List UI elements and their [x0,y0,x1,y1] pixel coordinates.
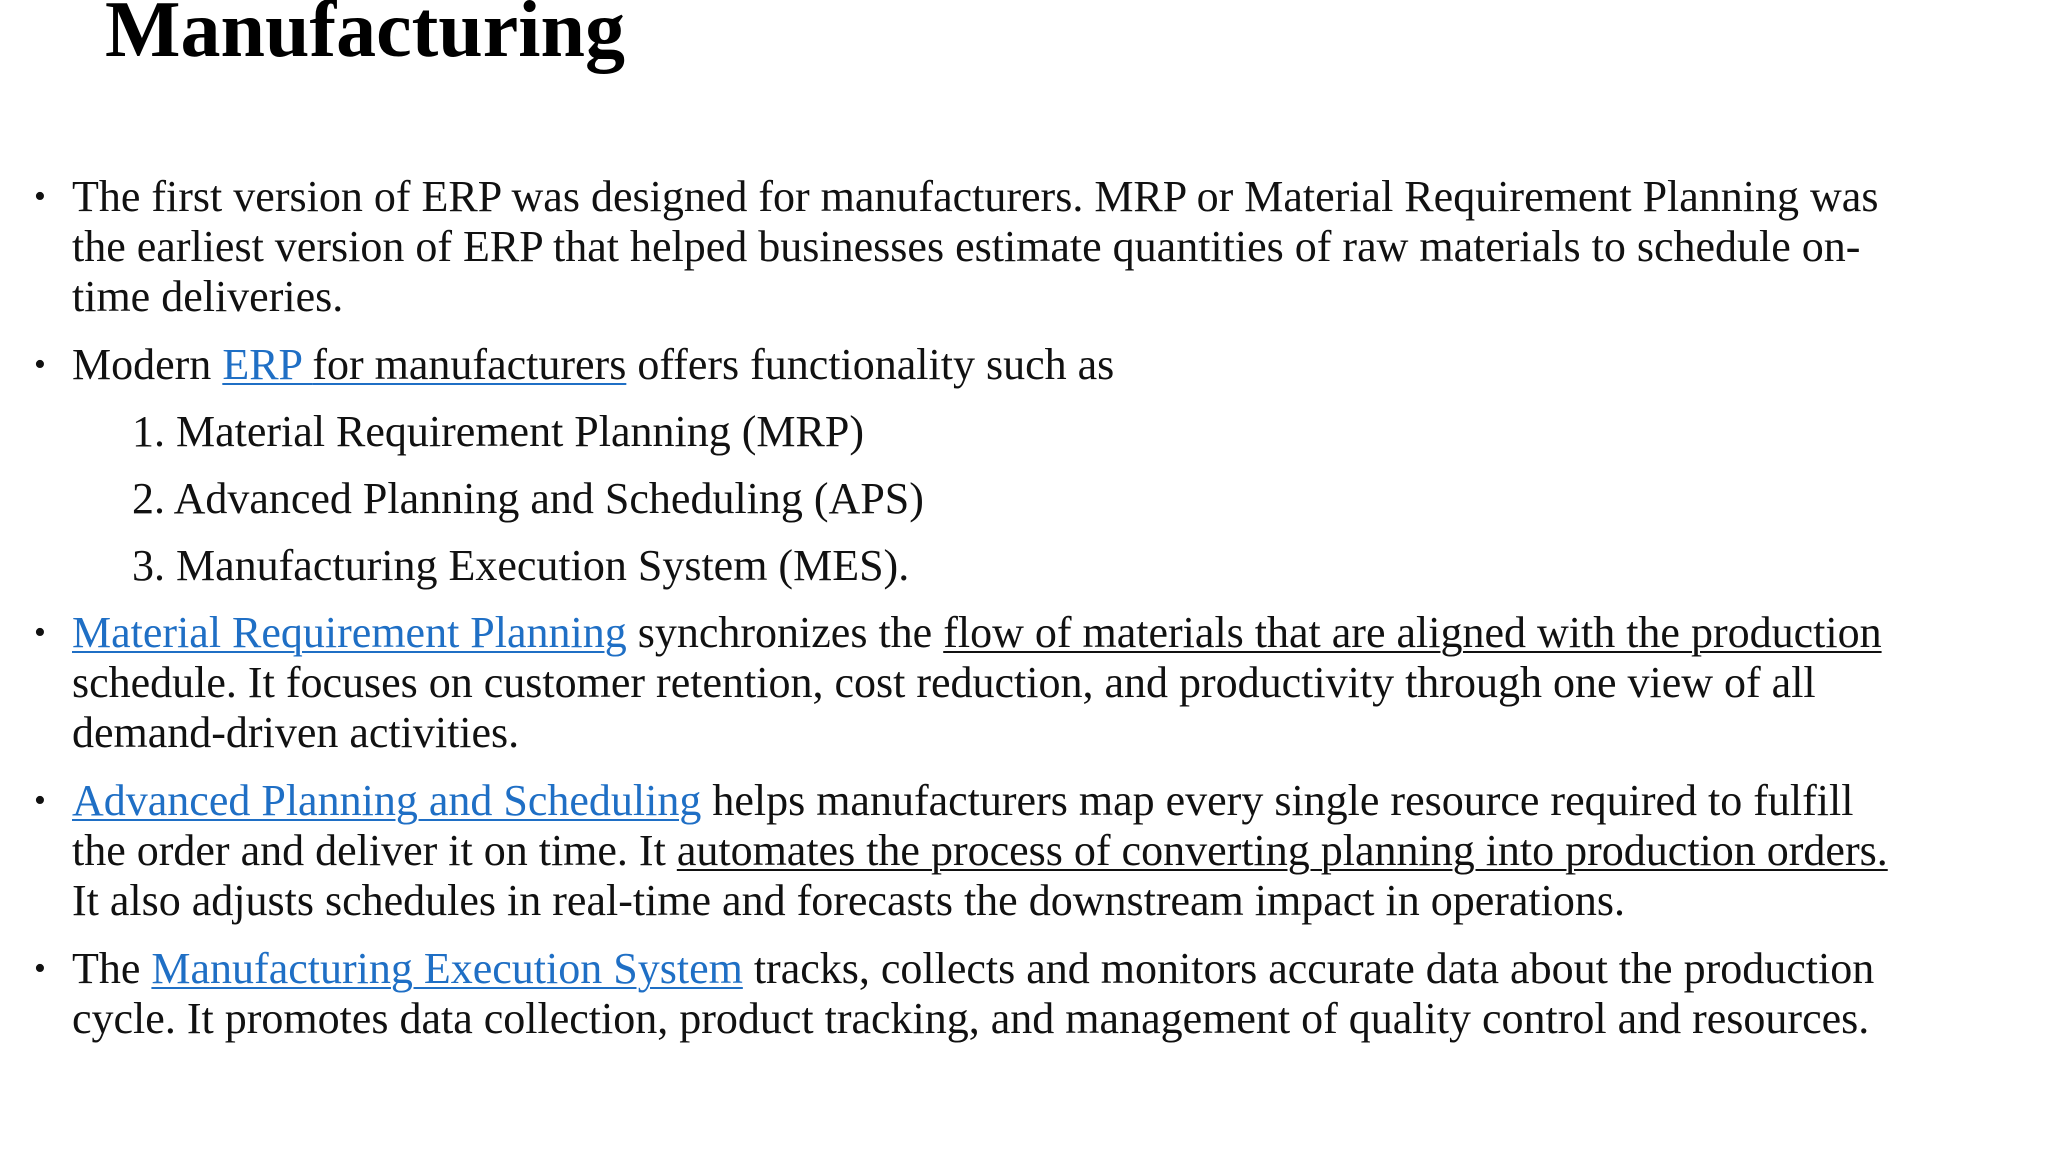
bullet-line: schedule. It focuses on customer retention, cost reduction, and productivity through one view of all [72,658,1816,707]
bullet-text: synchronizes the [626,608,944,657]
advanced-planning-scheduling-link[interactable]: Advanced Planning and Scheduling [72,776,702,825]
bullet-text: The [72,944,152,993]
bullet-line [72,944,1874,994]
bullet-marker: • [34,782,46,819]
bullet-marker: • [34,614,46,651]
bullet-line: The first version of ERP was designed for manufacturers. MRP or Material Requirement Planning was [72,172,1879,221]
list-item-mrp: 1. Material Requirement Planning (MRP) [132,407,864,456]
bullet-line [72,776,1853,826]
bullet-marker: • [34,178,46,215]
bullet-marker: • [34,346,46,383]
list-item-aps: 2. Advanced Planning and Scheduling (APS) [132,474,924,523]
bullet-text: helps manufacturers map every single resource required to fulfill [701,776,1854,825]
erp-link-text-dark: for manufacturers [312,340,627,389]
bullet-line [72,608,1882,658]
slide-title: Manufacturing [105,0,625,74]
list-item-mes: 3. Manufacturing Execution System (MES). [132,541,910,590]
bullet-line: demand-driven activities. [72,708,520,757]
material-requirement-planning-link[interactable]: Material Requirement Planning [72,608,627,657]
bullet-text: offers functionality such as [626,340,1115,389]
bullet-line: time deliveries. [72,272,344,321]
underlined-text: flow of materials that are aligned with the production [943,608,1882,657]
bullet-line [72,340,1114,390]
bullet-marker: • [34,950,46,987]
bullet-line: the earliest version of ERP that helped businesses estimate quantities of raw materials to schedule on- [72,222,1861,271]
bullet-text: Modern [72,340,223,389]
bullet-text: the order and deliver it on time. It [72,826,677,875]
manufacturing-execution-system-link[interactable]: Manufacturing Execution System [151,944,743,993]
bullet-line: cycle. It promotes data collection, product tracking, and management of quality control and resources. [72,994,1870,1043]
erp-link-text: ERP [222,340,313,389]
underlined-text: automates the process of converting planning into production orders. [676,826,1888,875]
erp-for-manufacturers-link[interactable] [222,340,626,389]
bullet-line [72,826,1888,876]
bullet-line: It also adjusts schedules in real-time and forecasts the downstream impact in operations. [72,876,1625,925]
bullet-text: tracks, collects and monitors accurate data about the production [742,944,1875,993]
